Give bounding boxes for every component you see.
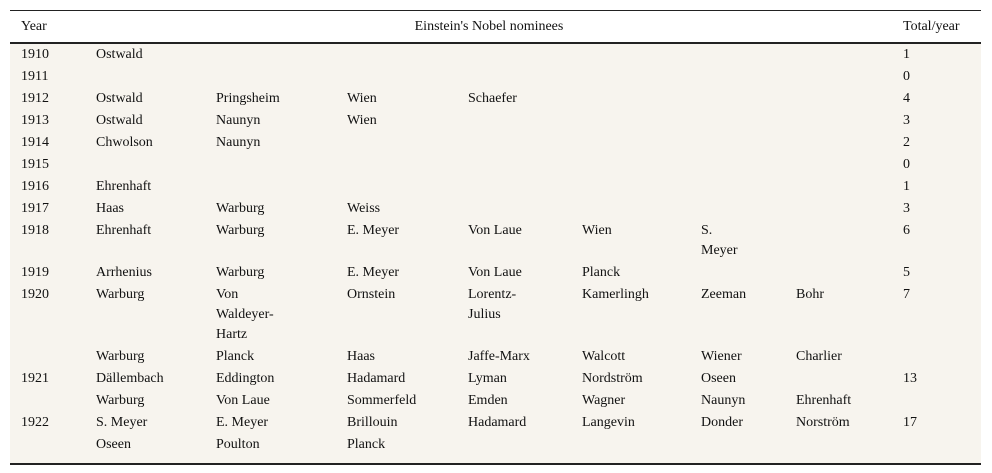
nominee-cell: S. Meyer (96, 415, 148, 430)
header-nominees: Einstein's Nobel nominees (414, 19, 564, 34)
nominee-cell: Poulton (216, 437, 260, 452)
nominee-cell: Haas (96, 201, 124, 216)
year-cell: 1918 (21, 223, 49, 238)
nominee-cell: Naunyn (216, 113, 261, 128)
nominee-cell: Pringsheim (216, 91, 280, 106)
nominee-cell: Nordström (582, 371, 643, 386)
nominee-cell: Schaefer (468, 91, 517, 106)
total-cell: 4 (903, 91, 910, 106)
nominee-cell: Von Laue (468, 223, 522, 238)
nominee-cell: Walcott (582, 349, 626, 364)
total-cell: 1 (903, 47, 910, 62)
nominee-cell: Naunyn (216, 135, 261, 150)
nominee-cell: Wagner (582, 393, 626, 408)
nominee-cell: Brillouin (347, 415, 398, 430)
year-cell: 1920 (21, 287, 49, 302)
nominee-cell: Naunyn (701, 393, 746, 408)
nominee-cell: Dällembach (96, 371, 164, 386)
nominee-cell: Wien (347, 113, 377, 128)
total-cell: 0 (903, 69, 910, 84)
nominee-cell: S. Meyer (701, 223, 738, 258)
nominee-cell: Planck (216, 349, 255, 364)
table-header (10, 11, 981, 44)
nominee-cell: Kamerlingh (582, 287, 649, 302)
nominee-cell: Emden (468, 393, 508, 408)
nominee-cell: Warburg (96, 287, 145, 302)
nominee-cell: Sommerfeld (347, 393, 417, 408)
total-cell: 7 (903, 287, 910, 302)
header-year: Year (21, 19, 47, 34)
year-cell: 1910 (21, 47, 49, 62)
nominee-cell: Warburg (96, 393, 145, 408)
nominee-cell: Oseen (701, 371, 736, 386)
nominee-cell: Oseen (96, 437, 131, 452)
total-cell: 2 (903, 135, 910, 150)
year-cell: 1915 (21, 157, 49, 172)
nominee-cell: Ehrenhaft (796, 393, 852, 408)
total-cell: 5 (903, 265, 910, 280)
nominee-cell: Hadamard (468, 415, 527, 430)
nominee-cell: Ostwald (96, 47, 143, 62)
nominee-cell: Arrhenius (96, 265, 152, 280)
nominee-cell: Ehrenhaft (96, 223, 152, 238)
nominee-cell: Norström (796, 415, 850, 430)
nominee-cell: Wiener (701, 349, 742, 364)
nominee-cell: Von Laue (468, 265, 522, 280)
nominee-cell: Bohr (796, 287, 824, 302)
nominee-cell: Ehrenhaft (96, 179, 152, 194)
nominee-cell: Weiss (347, 201, 381, 216)
nominee-cell: Chwolson (96, 135, 153, 150)
total-cell: 0 (903, 157, 910, 172)
nominee-cell: Hadamard (347, 371, 406, 386)
year-cell: 1911 (21, 69, 49, 84)
nominee-cell: Von Waldeyer- Hartz (216, 287, 274, 342)
nominee-cell: E. Meyer (347, 223, 400, 238)
total-cell: 3 (903, 201, 910, 216)
nominee-cell: E. Meyer (347, 265, 400, 280)
nominee-cell: Warburg (216, 201, 265, 216)
nominee-cell: Wien (347, 91, 377, 106)
total-cell: 13 (903, 371, 917, 386)
nominee-cell: Langevin (582, 415, 635, 430)
nominee-cell: Wien (582, 223, 612, 238)
nominee-cell: Haas (347, 349, 375, 364)
nominee-cell: Ostwald (96, 113, 143, 128)
nominee-cell: Planck (347, 437, 386, 452)
header-total: Total/year (903, 19, 960, 34)
nominees-table (10, 10, 981, 465)
total-cell: 1 (903, 179, 910, 194)
year-cell: 1917 (21, 201, 49, 216)
nominee-cell: Eddington (216, 371, 275, 386)
nominee-cell: Warburg (96, 349, 145, 364)
year-cell: 1919 (21, 265, 49, 280)
nominee-cell: Planck (582, 265, 621, 280)
year-cell: 1913 (21, 113, 49, 128)
year-cell: 1912 (21, 91, 49, 106)
nominee-cell: Charlier (796, 349, 842, 364)
nominee-cell: Lyman (468, 371, 507, 386)
total-cell: 3 (903, 113, 910, 128)
total-cell: 17 (903, 415, 917, 430)
nominee-cell: Warburg (216, 223, 265, 238)
nominee-cell: Ornstein (347, 287, 396, 302)
year-cell: 1916 (21, 179, 49, 194)
nominee-cell: Ostwald (96, 91, 143, 106)
nominee-cell: Warburg (216, 265, 265, 280)
year-cell: 1914 (21, 135, 49, 150)
nominee-cell: Jaffe-Marx (468, 349, 530, 364)
nominee-cell: Lorentz- Julius (468, 287, 517, 322)
total-cell: 6 (903, 223, 910, 238)
nominee-cell: Zeeman (701, 287, 747, 302)
year-cell: 1922 (21, 415, 49, 430)
year-cell: 1921 (21, 371, 49, 386)
nominee-cell: Donder (701, 415, 743, 430)
nominee-cell: E. Meyer (216, 415, 269, 430)
nominee-cell: Von Laue (216, 393, 270, 408)
